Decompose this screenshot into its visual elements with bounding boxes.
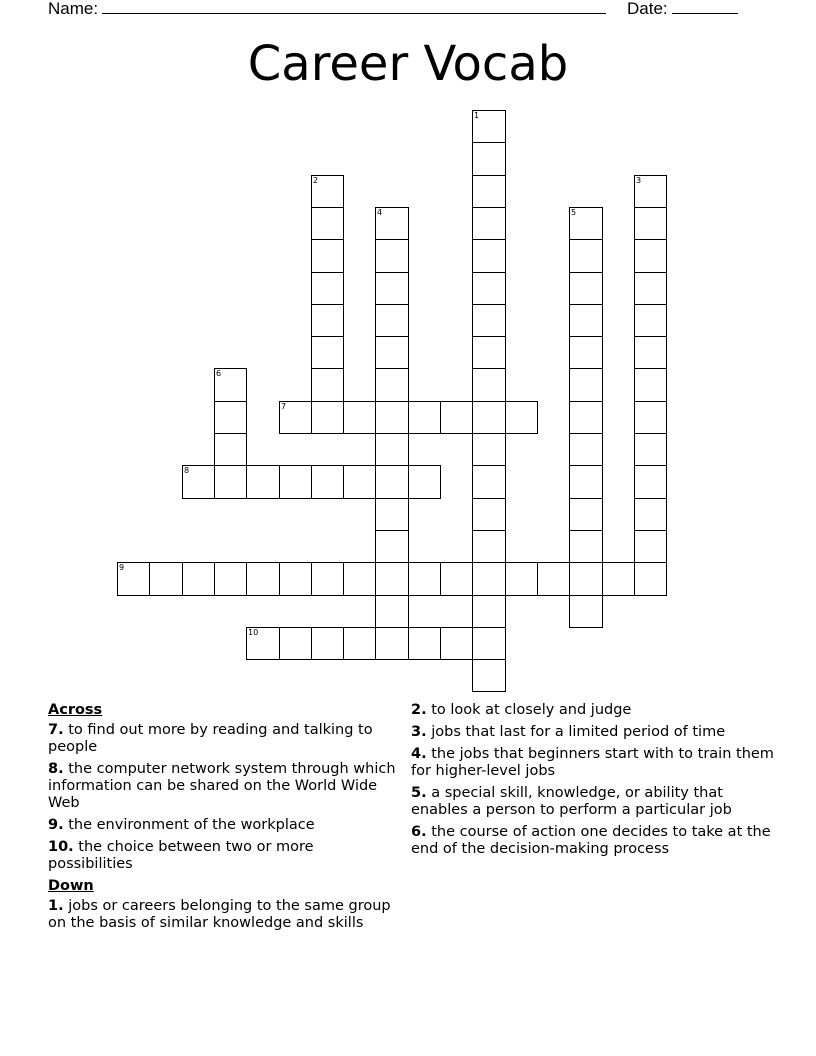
grid-cell[interactable]	[311, 562, 344, 596]
clue-number: 9	[119, 563, 125, 572]
clue-across-7: 7. to find out more by reading and talking to people	[48, 722, 373, 755]
grid-cell[interactable]	[311, 368, 344, 402]
grid-cell[interactable]	[634, 207, 667, 240]
grid-cell[interactable]	[472, 562, 506, 596]
grid-cell[interactable]	[569, 498, 603, 531]
grid-cell[interactable]	[569, 272, 603, 305]
grid-cell[interactable]	[343, 562, 376, 596]
grid-cell[interactable]	[311, 401, 344, 434]
grid-cell[interactable]	[472, 142, 506, 176]
across-heading: Across	[48, 702, 103, 718]
grid-cell[interactable]	[634, 175, 667, 208]
grid-cell[interactable]	[634, 562, 667, 596]
clue-number: 2	[313, 176, 319, 185]
grid-cell[interactable]	[375, 498, 409, 531]
grid-cell[interactable]	[311, 627, 344, 660]
grid-cell[interactable]	[214, 368, 247, 402]
grid-cell[interactable]	[569, 239, 603, 273]
grid-cell[interactable]	[569, 401, 603, 434]
grid-cell[interactable]	[375, 530, 409, 563]
grid-cell[interactable]	[279, 627, 312, 660]
grid-cell[interactable]	[117, 562, 150, 596]
grid-cell[interactable]	[375, 368, 409, 402]
date-label: Date:	[627, 0, 668, 18]
grid-cell[interactable]	[569, 595, 603, 628]
grid-cell[interactable]	[472, 175, 506, 208]
grid-cell[interactable]	[472, 239, 506, 273]
grid-cell[interactable]	[634, 498, 667, 531]
grid-cell[interactable]	[472, 336, 506, 369]
grid-cell[interactable]	[472, 627, 506, 660]
clue-number: 1	[474, 111, 480, 120]
grid-cell[interactable]	[537, 562, 570, 596]
clue-across-10: 10. the choice between two or more possibilities	[48, 839, 314, 872]
grid-cell[interactable]	[634, 304, 667, 337]
grid-cell[interactable]	[214, 433, 247, 466]
grid-cell[interactable]	[375, 562, 409, 596]
clue-down-3: 3. jobs that last for a limited period of time	[411, 724, 726, 740]
grid-cell[interactable]	[311, 272, 344, 305]
clue-number: 7	[281, 402, 287, 411]
grid-cell[interactable]	[472, 595, 506, 628]
clue-down-4: 4. the jobs that beginners start with to train them for higher-level jobs	[411, 746, 774, 779]
grid-cell[interactable]	[569, 336, 603, 369]
grid-cell[interactable]	[246, 627, 280, 660]
grid-cell[interactable]	[343, 627, 376, 660]
clue-across-8: 8. the computer network system through which information can be shared on the World Wide Web	[48, 761, 396, 811]
grid-cell[interactable]	[569, 368, 603, 402]
clues-right-column	[411, 702, 776, 863]
clue-across-9: 9. the environment of the workplace	[48, 817, 315, 833]
grid-cell[interactable]	[311, 304, 344, 337]
grid-cell[interactable]	[472, 304, 506, 337]
grid-cell[interactable]	[472, 498, 506, 531]
grid-cell[interactable]	[214, 465, 247, 499]
grid-cell[interactable]	[408, 627, 441, 660]
grid-cell[interactable]	[408, 562, 441, 596]
clue-number: 5	[571, 208, 577, 217]
grid-cell[interactable]	[182, 562, 215, 596]
page-title: Career Vocab	[247, 36, 569, 92]
grid-cell[interactable]	[375, 627, 409, 660]
grid-cell[interactable]	[472, 659, 506, 692]
grid-cell[interactable]	[440, 401, 473, 434]
grid-cell[interactable]	[634, 272, 667, 305]
grid-cell[interactable]	[311, 336, 344, 369]
grid-cell[interactable]	[343, 401, 376, 434]
clue-down-5: 5. a special skill, knowledge, or ability that enables a person to perform a particular job	[411, 785, 732, 818]
grid-cell[interactable]	[375, 207, 409, 240]
clue-number: 8	[184, 466, 190, 475]
grid-cell[interactable]	[408, 401, 441, 434]
grid-cell[interactable]	[634, 465, 667, 499]
clue-down-1: 1. jobs or careers belonging to the same group on the basis of similar knowledge and skills	[48, 898, 391, 931]
grid-cell[interactable]	[634, 368, 667, 402]
grid-cell[interactable]	[634, 336, 667, 369]
grid-cell[interactable]	[472, 207, 506, 240]
grid-cell[interactable]	[602, 562, 635, 596]
grid-cell[interactable]	[279, 401, 312, 434]
grid-cell[interactable]	[505, 562, 538, 596]
clue-number: 4	[377, 208, 383, 217]
grid-cell[interactable]	[569, 562, 603, 596]
grid-cell[interactable]	[375, 465, 409, 499]
grid-cell[interactable]	[472, 368, 506, 402]
grid-cell[interactable]	[440, 627, 473, 660]
grid-cell[interactable]	[182, 465, 215, 499]
grid-cell[interactable]	[634, 401, 667, 434]
clue-down-6: 6. the course of action one decides to take at the end of the decision-making process	[411, 824, 771, 857]
down-heading: Down	[48, 878, 94, 894]
grid-cell[interactable]	[505, 401, 538, 434]
grid-cell[interactable]	[375, 401, 409, 434]
grid-cell[interactable]	[472, 401, 506, 434]
grid-cell[interactable]	[569, 433, 603, 466]
grid-cell[interactable]	[246, 562, 280, 596]
grid-cell[interactable]	[472, 465, 506, 499]
grid-cell[interactable]	[149, 562, 183, 596]
grid-cell[interactable]	[311, 207, 344, 240]
grid-cell[interactable]	[375, 304, 409, 337]
clue-down-2: 2. to look at closely and judge	[411, 702, 632, 718]
clues-left-column	[48, 702, 398, 937]
grid-cell[interactable]	[375, 336, 409, 369]
grid-cell[interactable]	[246, 465, 280, 499]
grid-cell[interactable]	[311, 239, 344, 273]
grid-cell[interactable]	[311, 465, 344, 499]
grid-cell[interactable]	[634, 530, 667, 563]
grid-cell[interactable]	[440, 562, 473, 596]
clue-number: 6	[216, 369, 222, 378]
grid-cell[interactable]	[279, 562, 312, 596]
grid-cell[interactable]	[634, 433, 667, 466]
grid-cell[interactable]	[569, 304, 603, 337]
grid-cell[interactable]	[634, 239, 667, 273]
clue-number: 10	[248, 628, 259, 637]
name-label: Name:	[48, 0, 99, 18]
grid-cell[interactable]	[311, 175, 344, 208]
grid-cell[interactable]	[569, 465, 603, 499]
grid-cell[interactable]	[472, 272, 506, 305]
grid-cell[interactable]	[472, 433, 506, 466]
grid-cell[interactable]	[279, 465, 312, 499]
grid-cell[interactable]	[472, 530, 506, 563]
grid-cell[interactable]	[214, 401, 247, 434]
grid-cell[interactable]	[472, 110, 506, 143]
grid-cell[interactable]	[408, 465, 441, 499]
grid-cell[interactable]	[569, 207, 603, 240]
clue-number: 3	[636, 176, 642, 185]
grid-cell[interactable]	[375, 595, 409, 628]
grid-cell[interactable]	[343, 465, 376, 499]
grid-cell[interactable]	[375, 239, 409, 273]
grid-cell[interactable]	[375, 433, 409, 466]
grid-cell[interactable]	[214, 562, 247, 596]
grid-cell[interactable]	[375, 272, 409, 305]
grid-cell[interactable]	[569, 530, 603, 563]
